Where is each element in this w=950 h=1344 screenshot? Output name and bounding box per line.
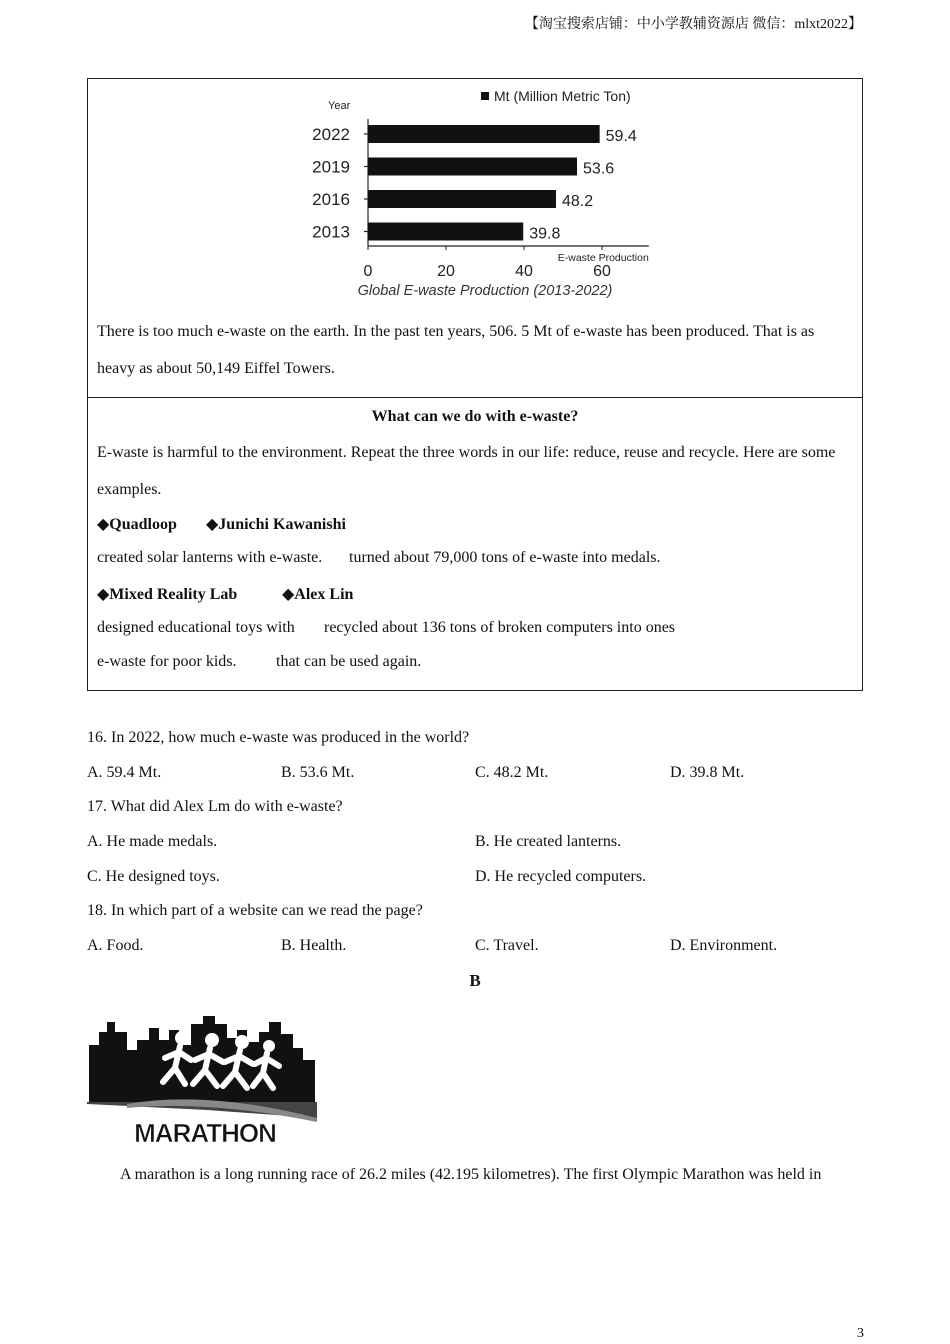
q18-option-d[interactable]: D. Environment. — [670, 937, 778, 954]
q18-option-c[interactable]: C. Travel. — [475, 937, 539, 954]
q16-option-c[interactable]: C. 48.2 Mt. — [475, 764, 549, 781]
q17-option-c[interactable]: C. He designed toys. — [87, 868, 220, 885]
legend-label: Mt (Million Metric Ton) — [494, 88, 631, 104]
q18-option-a[interactable]: A. Food. — [87, 937, 144, 954]
marathon-illustration — [87, 1010, 317, 1148]
ewaste-facts-text: There is too much e-waste on the earth. In the past ten years, 506. 5 Mt of e-waste has been produced. That is as heavy as about 50,149 Eiffel Towers. — [97, 323, 815, 377]
bar — [368, 190, 556, 208]
bar-value-label: 39.8 — [529, 225, 561, 243]
bar — [368, 158, 577, 176]
q17-option-b[interactable]: B. He created lanterns. — [475, 833, 622, 850]
q17-option-a[interactable]: A. He made medals. — [87, 833, 218, 850]
question-17: 17. What did Alex Lm do with e-waste? — [87, 798, 343, 815]
marathon-image — [87, 1010, 317, 1148]
example-desc-mixed-reality-lab-2: e-waste for poor kids. — [97, 653, 237, 670]
q16-option-b[interactable]: B. 53.6 Mt. — [281, 764, 355, 781]
legend-swatch — [481, 92, 489, 100]
page-number: 3 — [857, 1326, 864, 1341]
x-tick-label: 20 — [437, 263, 455, 280]
x-axis-label: E-waste Production — [557, 252, 649, 264]
bar — [368, 223, 523, 241]
example-desc-alex-lin-2: that can be used again. — [276, 653, 422, 670]
ewaste-bar-chart — [303, 81, 663, 306]
example-desc-kawanishi: turned about 79,000 tons of e-waste into medals. — [349, 549, 661, 566]
bar-value-label: 48.2 — [561, 193, 594, 210]
x-tick-label: 40 — [515, 263, 533, 280]
example-desc-alex-lin-1: recycled about 136 tons of broken computers into ones — [324, 619, 676, 636]
box-heading: What can we do with e-waste? — [371, 408, 579, 425]
marathon-image-caption: MARATHON — [134, 1118, 276, 1148]
bar — [368, 125, 600, 143]
y-tick-label: 2019 — [312, 157, 350, 177]
y-tick-label: 2013 — [312, 222, 350, 242]
example-name-kawanishi: ◆Junichi Kawanishi — [206, 516, 346, 533]
example-name-mixed-reality-lab: ◆Mixed Reality Lab — [97, 586, 238, 603]
marathon-paragraph: A marathon is a long running race of 26.2 miles (42.195 kilometres). The first Olympic Marathon was held in — [120, 1166, 822, 1183]
y-tick-label: 2022 — [312, 125, 350, 144]
example-desc-mixed-reality-lab-1: designed educational toys with — [97, 619, 295, 636]
y-axis-label: Year — [328, 100, 351, 112]
q16-option-a[interactable]: A. 59.4 Mt. — [87, 764, 162, 781]
example-name-alex-lin: ◆Alex Lin — [282, 586, 354, 603]
ewaste-actions-box — [87, 397, 863, 691]
ewaste-chart-box — [87, 78, 863, 398]
example-name-quadloop: ◆Quadloop — [97, 516, 177, 533]
y-tick-label: 2016 — [312, 190, 350, 209]
example-desc-quadloop: created solar lanterns with e-waste. — [97, 549, 323, 566]
question-18: 18. In which part of a website can we read the page? — [87, 902, 423, 919]
chart-title: Global E-waste Production (2013-2022) — [357, 283, 613, 299]
section-b-label: B — [469, 971, 481, 990]
question-16: 16. In 2022, how much e-waste was produced in the world? — [87, 729, 470, 746]
bar-value-label: 53.6 — [583, 160, 615, 178]
bar-value-label: 59.4 — [605, 128, 637, 145]
x-tick-label: 60 — [593, 263, 611, 280]
box-intro: E-waste is harmful to the environment. Repeat the three words in our life: reduce, reuse and recycle. Here are some examples. — [97, 444, 836, 498]
x-tick-label: 0 — [363, 263, 373, 280]
q18-option-b[interactable]: B. Health. — [281, 937, 347, 954]
page-header: 【淘宝搜索店铺：中小学教辅资源店 微信：mlxt2022】 — [524, 17, 862, 32]
q16-option-d[interactable]: D. 39.8 Mt. — [670, 764, 745, 781]
q17-option-d[interactable]: D. He recycled computers. — [475, 868, 647, 885]
